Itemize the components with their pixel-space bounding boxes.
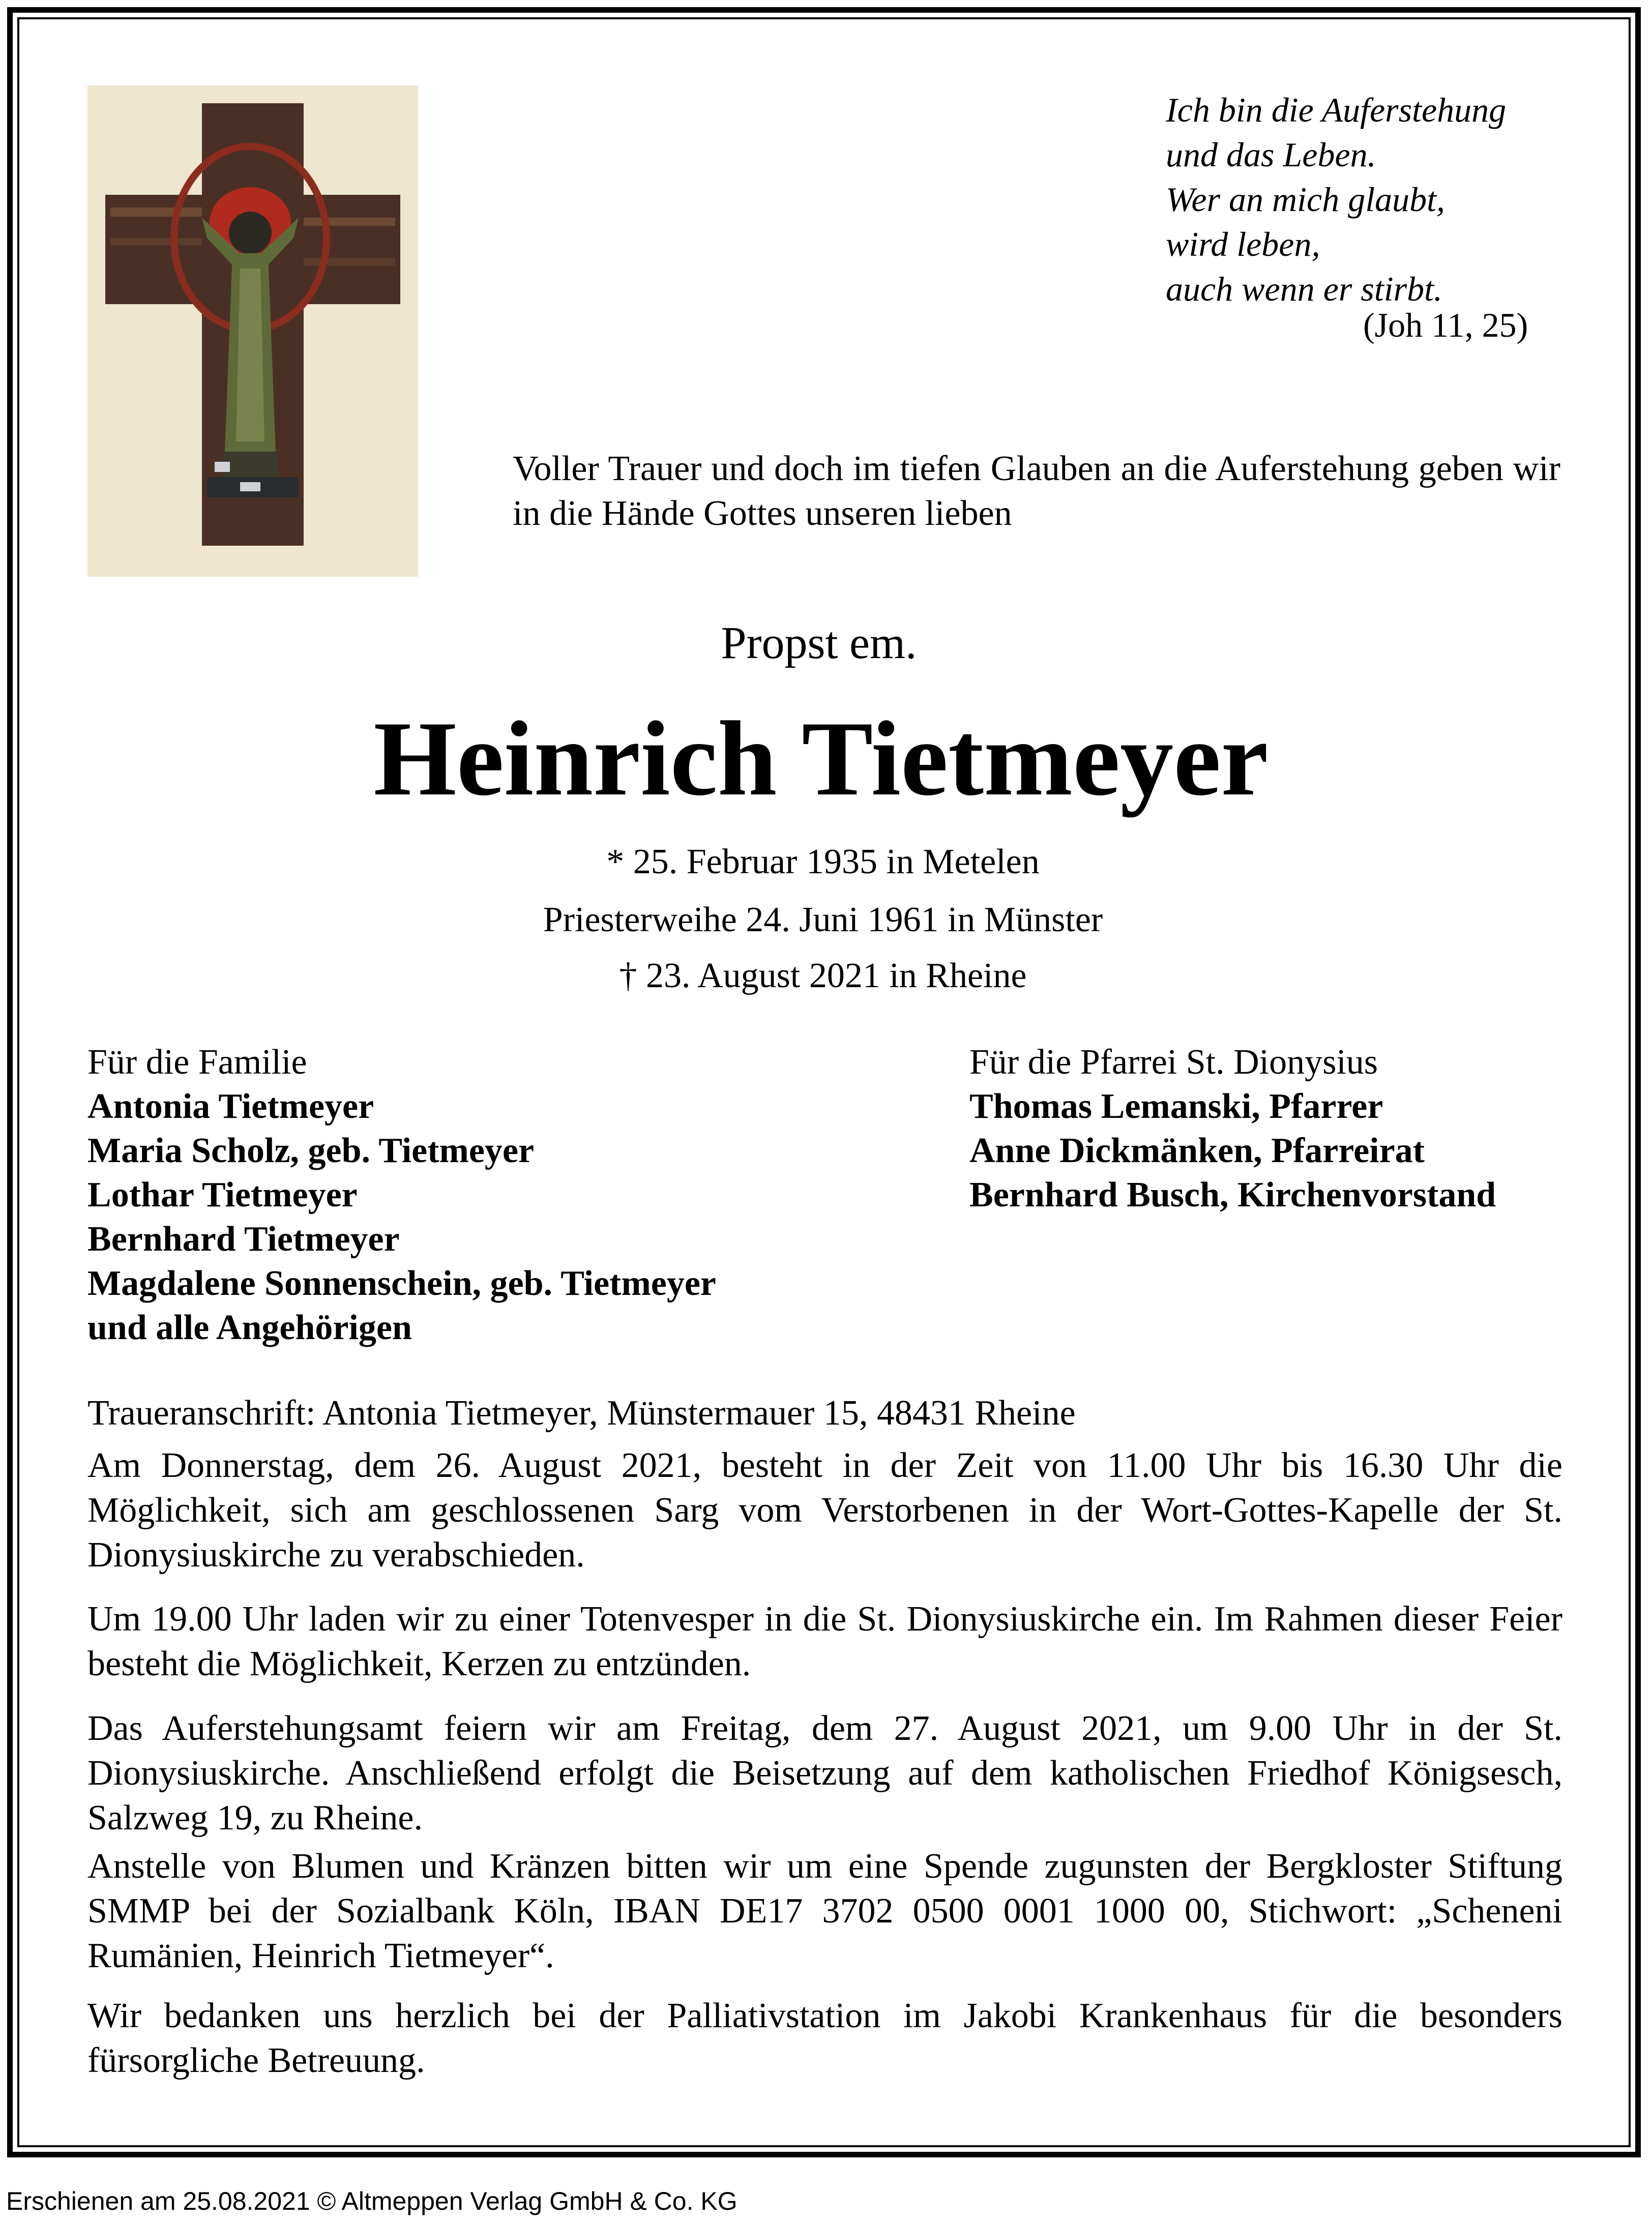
publication-footer: Erschienen am 25.08.2021 © Altmeppen Verlag GmbH & Co. KG <box>6 2187 738 2215</box>
family-member: Maria Scholz, geb. Tietmeyer <box>87 1131 535 1170</box>
family-member: Lothar Tietmeyer <box>87 1175 358 1214</box>
death-date: † 23. August 2021 in Rheine <box>619 956 1027 995</box>
family-member: Bernhard Tietmeyer <box>87 1220 400 1259</box>
verse-reference: (Joh 11, 25) <box>1363 306 1528 344</box>
parish-member: Bernhard Busch, Kirchenvorstand <box>969 1175 1496 1214</box>
family-heading: Für die Familie <box>87 1043 307 1082</box>
mourning-address: Traueranschrift: Antonia Tietmeyer, Münstermauer 15, 48431 Rheine <box>87 1394 1076 1433</box>
verse-line: und das Leben. <box>1166 135 1376 174</box>
family-member: und alle Angehörigen <box>87 1308 412 1347</box>
funeral-paragraph: Das Auferstehungsamt feiern wir am Freitag, dem 27. August 2021, um 9.00 Uhr in der St. Dionysiuskirche. Anschließend erfolgt die Beisetzung auf dem katholischen Friedhof Königsesch, Salzweg 19, zu Rheine. <box>87 1709 1562 1838</box>
parish-heading: Für die Pfarrei St. Dionysius <box>969 1043 1378 1082</box>
verse-line: Ich bin die Auferstehung <box>1166 91 1507 129</box>
parish-member: Thomas Lemanski, Pfarrer <box>969 1087 1383 1126</box>
cross-image <box>87 85 418 577</box>
verse-line: Wer an mich glaubt, <box>1166 180 1446 219</box>
vespers-paragraph: Um 19.00 Uhr laden wir zu einer Totenvesper in die St. Dionysiuskirche ein. Im Rahmen dieser Feier besteht die Möglichkeit, Kerzen zu entzünden. <box>87 1599 1562 1683</box>
deceased-name: Heinrich Tietmeyer <box>373 700 1268 818</box>
intro-text: Voller Trauer und doch im tiefen Glauben an die Auferstehung geben wir in die Hände Gottes unseren lieben <box>513 449 1560 533</box>
parish-signatures <box>969 1040 1496 1217</box>
parish-member: Anne Dickmänken, Pfarreirat <box>969 1131 1425 1170</box>
bible-verse <box>1166 87 1573 311</box>
verse-line: wird leben, <box>1166 225 1320 263</box>
deceased-title: Propst em. <box>721 618 917 668</box>
family-signatures <box>87 1040 716 1350</box>
verse-line: auch wenn er stirbt. <box>1166 270 1442 308</box>
viewing-paragraph: Am Donnerstag, dem 26. August 2021, besteht in der Zeit von 11.00 Uhr bis 16.30 Uhr die Möglichkeit, sich am geschlossenen Sarg vom Verstorbenen in der Wort-Gottes-Kapelle der St. Dionysiuskirche zu verabschieden. <box>87 1446 1562 1575</box>
ordination-date: Priesterweihe 24. Juni 1961 in Münster <box>543 900 1103 939</box>
thanks-paragraph: Wir bedanken uns herzlich bei der Palliativstation im Jakobi Krankenhaus für die besonders fürsorgliche Betreuung. <box>87 1996 1562 2080</box>
donation-paragraph: Anstelle von Blumen und Kränzen bitten wir um eine Spende zugunsten der Bergkloster Stiftung SMMP bei der Sozialbank Köln, IBAN DE17 3702 0500 0001 1000 00, Stichwort: „Scheneni Rumänien, Heinrich Tietmeyer“. <box>87 1847 1562 1975</box>
family-member: Magdalene Sonnenschein, geb. Tietmeyer <box>87 1264 717 1303</box>
family-member: Antonia Tietmeyer <box>87 1087 374 1126</box>
birth-date: * 25. Februar 1935 in Metelen <box>606 842 1040 881</box>
